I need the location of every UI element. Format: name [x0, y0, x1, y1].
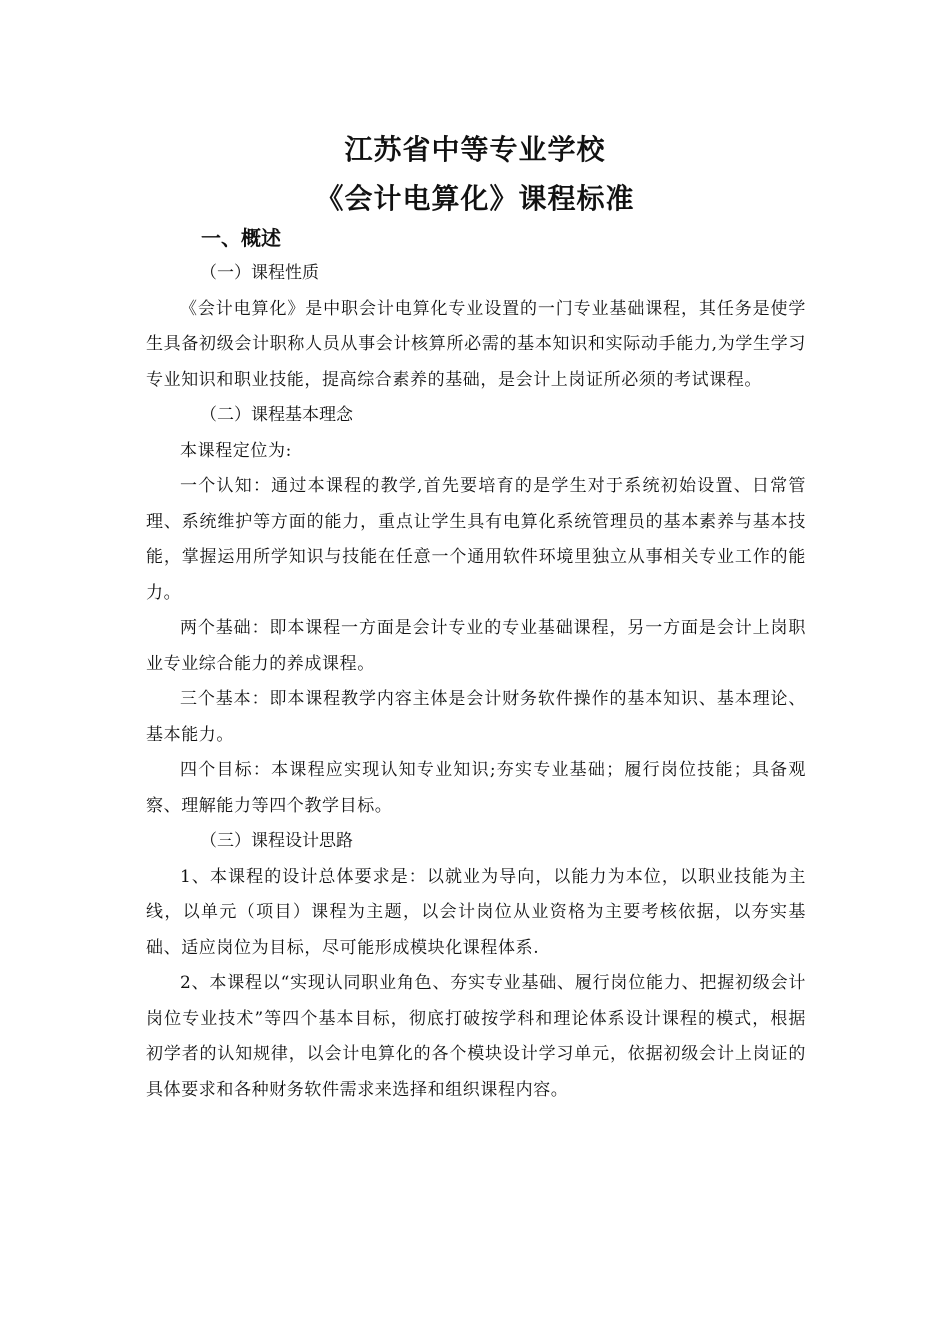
paragraph-two-foundations: 两个基础：即本课程一方面是会计专业的专业基础课程，另一方面是会计上岗职业专业综合能力的养成课程。: [146, 618, 806, 674]
paragraph-three-basics: 三个基本：即本课程教学内容主体是会计财务软件操作的基本知识、基本理论、基本能力。: [146, 689, 806, 745]
paragraph-course-nature: 《会计电算化》是中职会计电算化专业设置的一门专业基础课程，其任务是使学生具备初级会计职称人员从事会计核算所必需的基本知识和实际动手能力,为学生学习专业知识和职业技能，提高综合素养的基础，是会计上岗证所必须的考试课程。: [146, 298, 806, 390]
document-body: [146, 256, 806, 1108]
paragraph-design-requirement: 1、本课程的设计总体要求是：以就业为导向，以能力为本位，以职业技能为主线，以单元（项目）课程为主题，以会计岗位从业资格为主要考核依据，以夯实基础、适应岗位为目标，尽可能形成模块化课程体系.: [146, 866, 806, 958]
paragraph-four-goals: 四个目标：本课程应实现认知专业知识;夯实专业基础；履行岗位技能；具备观察、理解能力等四个教学目标。: [146, 760, 806, 816]
paragraph-design-goals: 2、本课程以“实现认同职业角色、夯实专业基础、履行岗位能力、把握初级会计岗位专业技术”等四个基本目标，彻底打破按学科和理论体系设计课程的模式，根据初学者的认知规律，以会计电算化的各个模块设计学习单元，依据初级会计上岗证的具体要求和各种财务软件需求来选择和组织课程内容。: [146, 973, 806, 1100]
paragraph-one-cognition: 一个认知：通过本课程的教学,首先要培育的是学生对于系统初始设置、日常管理、系统维护等方面的能力，重点让学生具有电算化系统管理员的基本素养与基本技能，掌握运用所学知识与技能在任意一个通用软件环境里独立从事相关专业工作的能力。: [146, 476, 806, 603]
paragraph-course-positioning: 本课程定位为:: [180, 440, 292, 461]
document-title: 江苏省中等专业学校: [344, 133, 606, 166]
subheading-course-concept: （二）课程基本理念: [200, 405, 353, 425]
subheading-course-nature: （一）课程性质: [200, 263, 319, 283]
subheading-design-ideas: （三）课程设计思路: [200, 831, 353, 851]
section-heading-overview: 一、概述: [201, 226, 281, 250]
document-subtitle: 《会计电算化》课程标准: [315, 182, 635, 215]
